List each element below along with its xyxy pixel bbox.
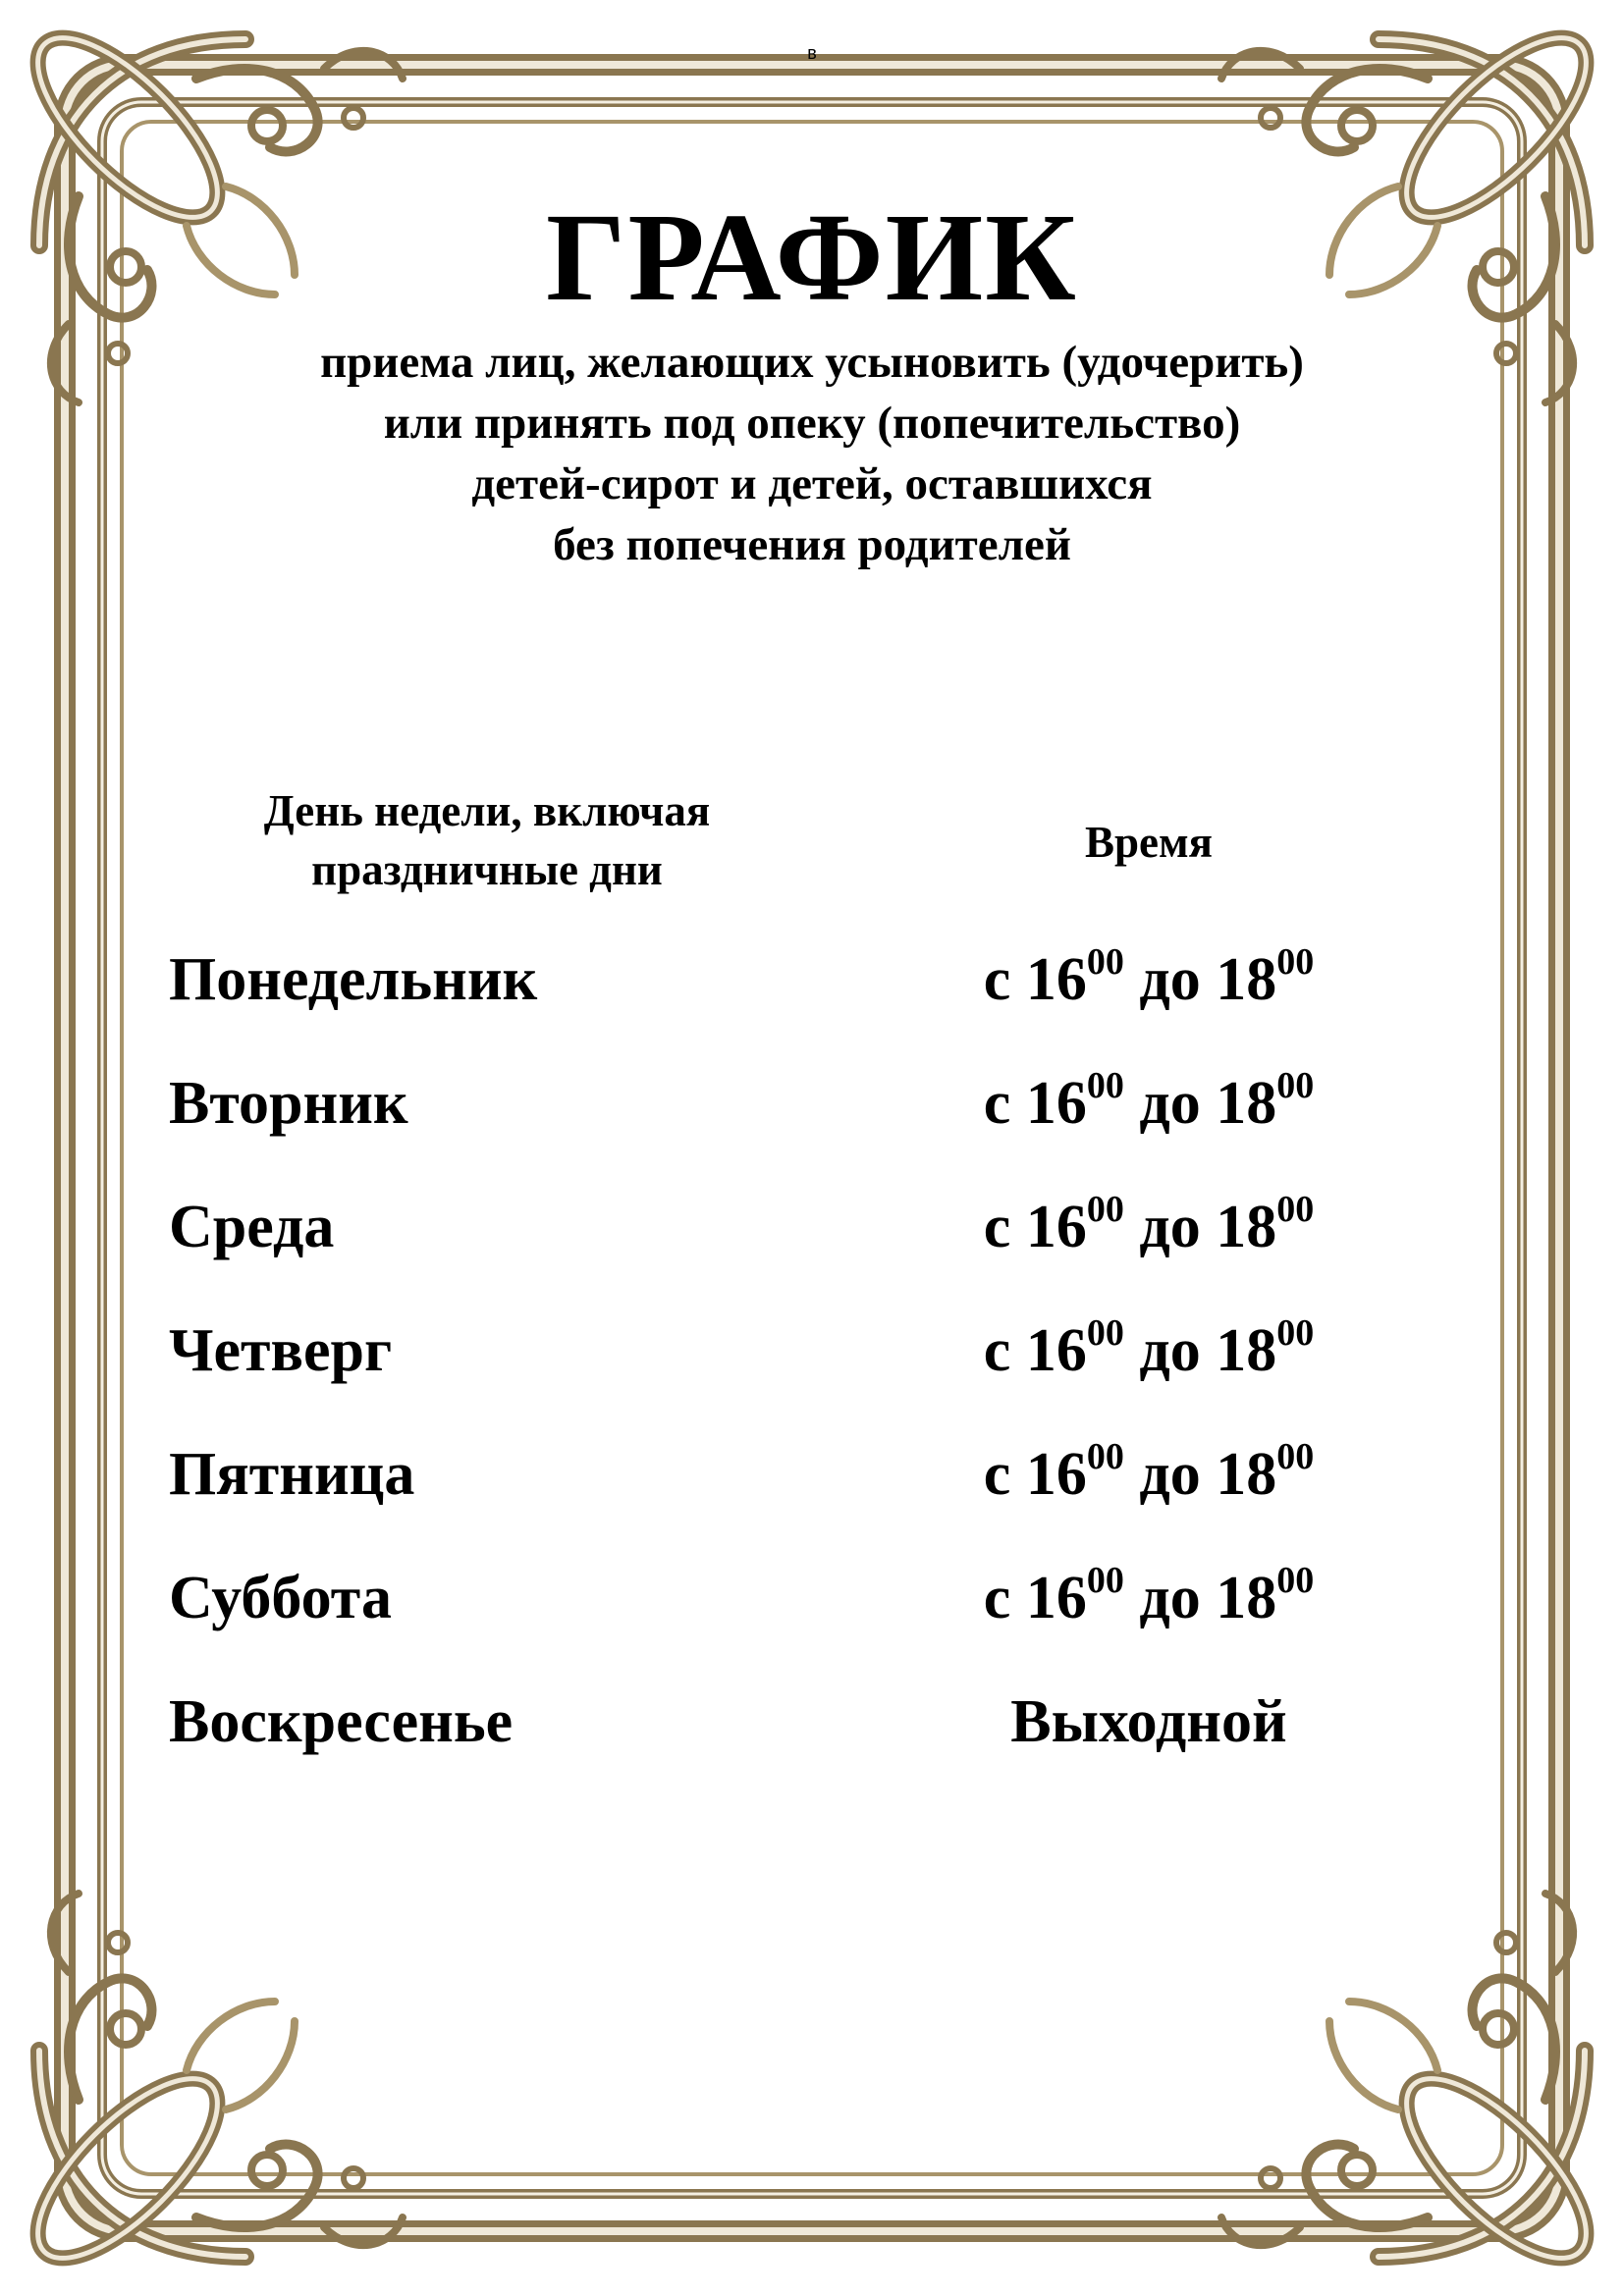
table-row — [0, 1311, 1624, 1410]
row-day: Вторник — [169, 1070, 408, 1137]
subtitle-line: без попечения родителей — [553, 519, 1071, 570]
table-row — [0, 1064, 1624, 1162]
subtitle-line: приема лиц, желающих усыновить (удочерить) — [320, 337, 1304, 388]
row-day: Четверг — [169, 1317, 393, 1384]
subtitle-line: или принять под опеку (попечительство) — [383, 398, 1241, 449]
row-day: Понедельник — [169, 946, 538, 1013]
row-time: с $16^{00}$ до $18^{00}$ — [983, 1560, 1315, 1631]
row-day: Воскресенье — [169, 1688, 514, 1755]
page-title: ГРАФИК — [546, 187, 1078, 327]
column-header-time: Время — [1084, 818, 1213, 867]
table-row — [0, 1435, 1624, 1533]
row-time: с $16^{00}$ до $18^{00}$ — [983, 1312, 1315, 1384]
table-row — [0, 1559, 1624, 1657]
subtitle — [0, 332, 1624, 575]
column-header-day-line: праздничные дни — [311, 845, 663, 894]
table-row — [0, 940, 1624, 1039]
row-time: с $16^{00}$ до $18^{00}$ — [983, 941, 1315, 1013]
top-mark: в — [807, 43, 817, 63]
row-time: с $16^{00}$ до $18^{00}$ — [983, 1436, 1315, 1508]
table-row — [0, 1188, 1624, 1286]
column-header-day-line: День недели, включая — [263, 786, 711, 835]
row-day: Суббота — [169, 1565, 392, 1631]
table-row — [0, 1682, 1624, 1781]
row-time: с $16^{00}$ до $18^{00}$ — [983, 1189, 1315, 1260]
row-day: Среда — [169, 1194, 335, 1260]
subtitle-line: детей-сирот и детей, оставшихся — [471, 458, 1153, 509]
row-time: Выходной — [1010, 1688, 1287, 1755]
row-time: с $16^{00}$ до $18^{00}$ — [983, 1065, 1315, 1137]
row-day: Пятница — [169, 1441, 415, 1508]
column-header-day — [183, 781, 791, 899]
